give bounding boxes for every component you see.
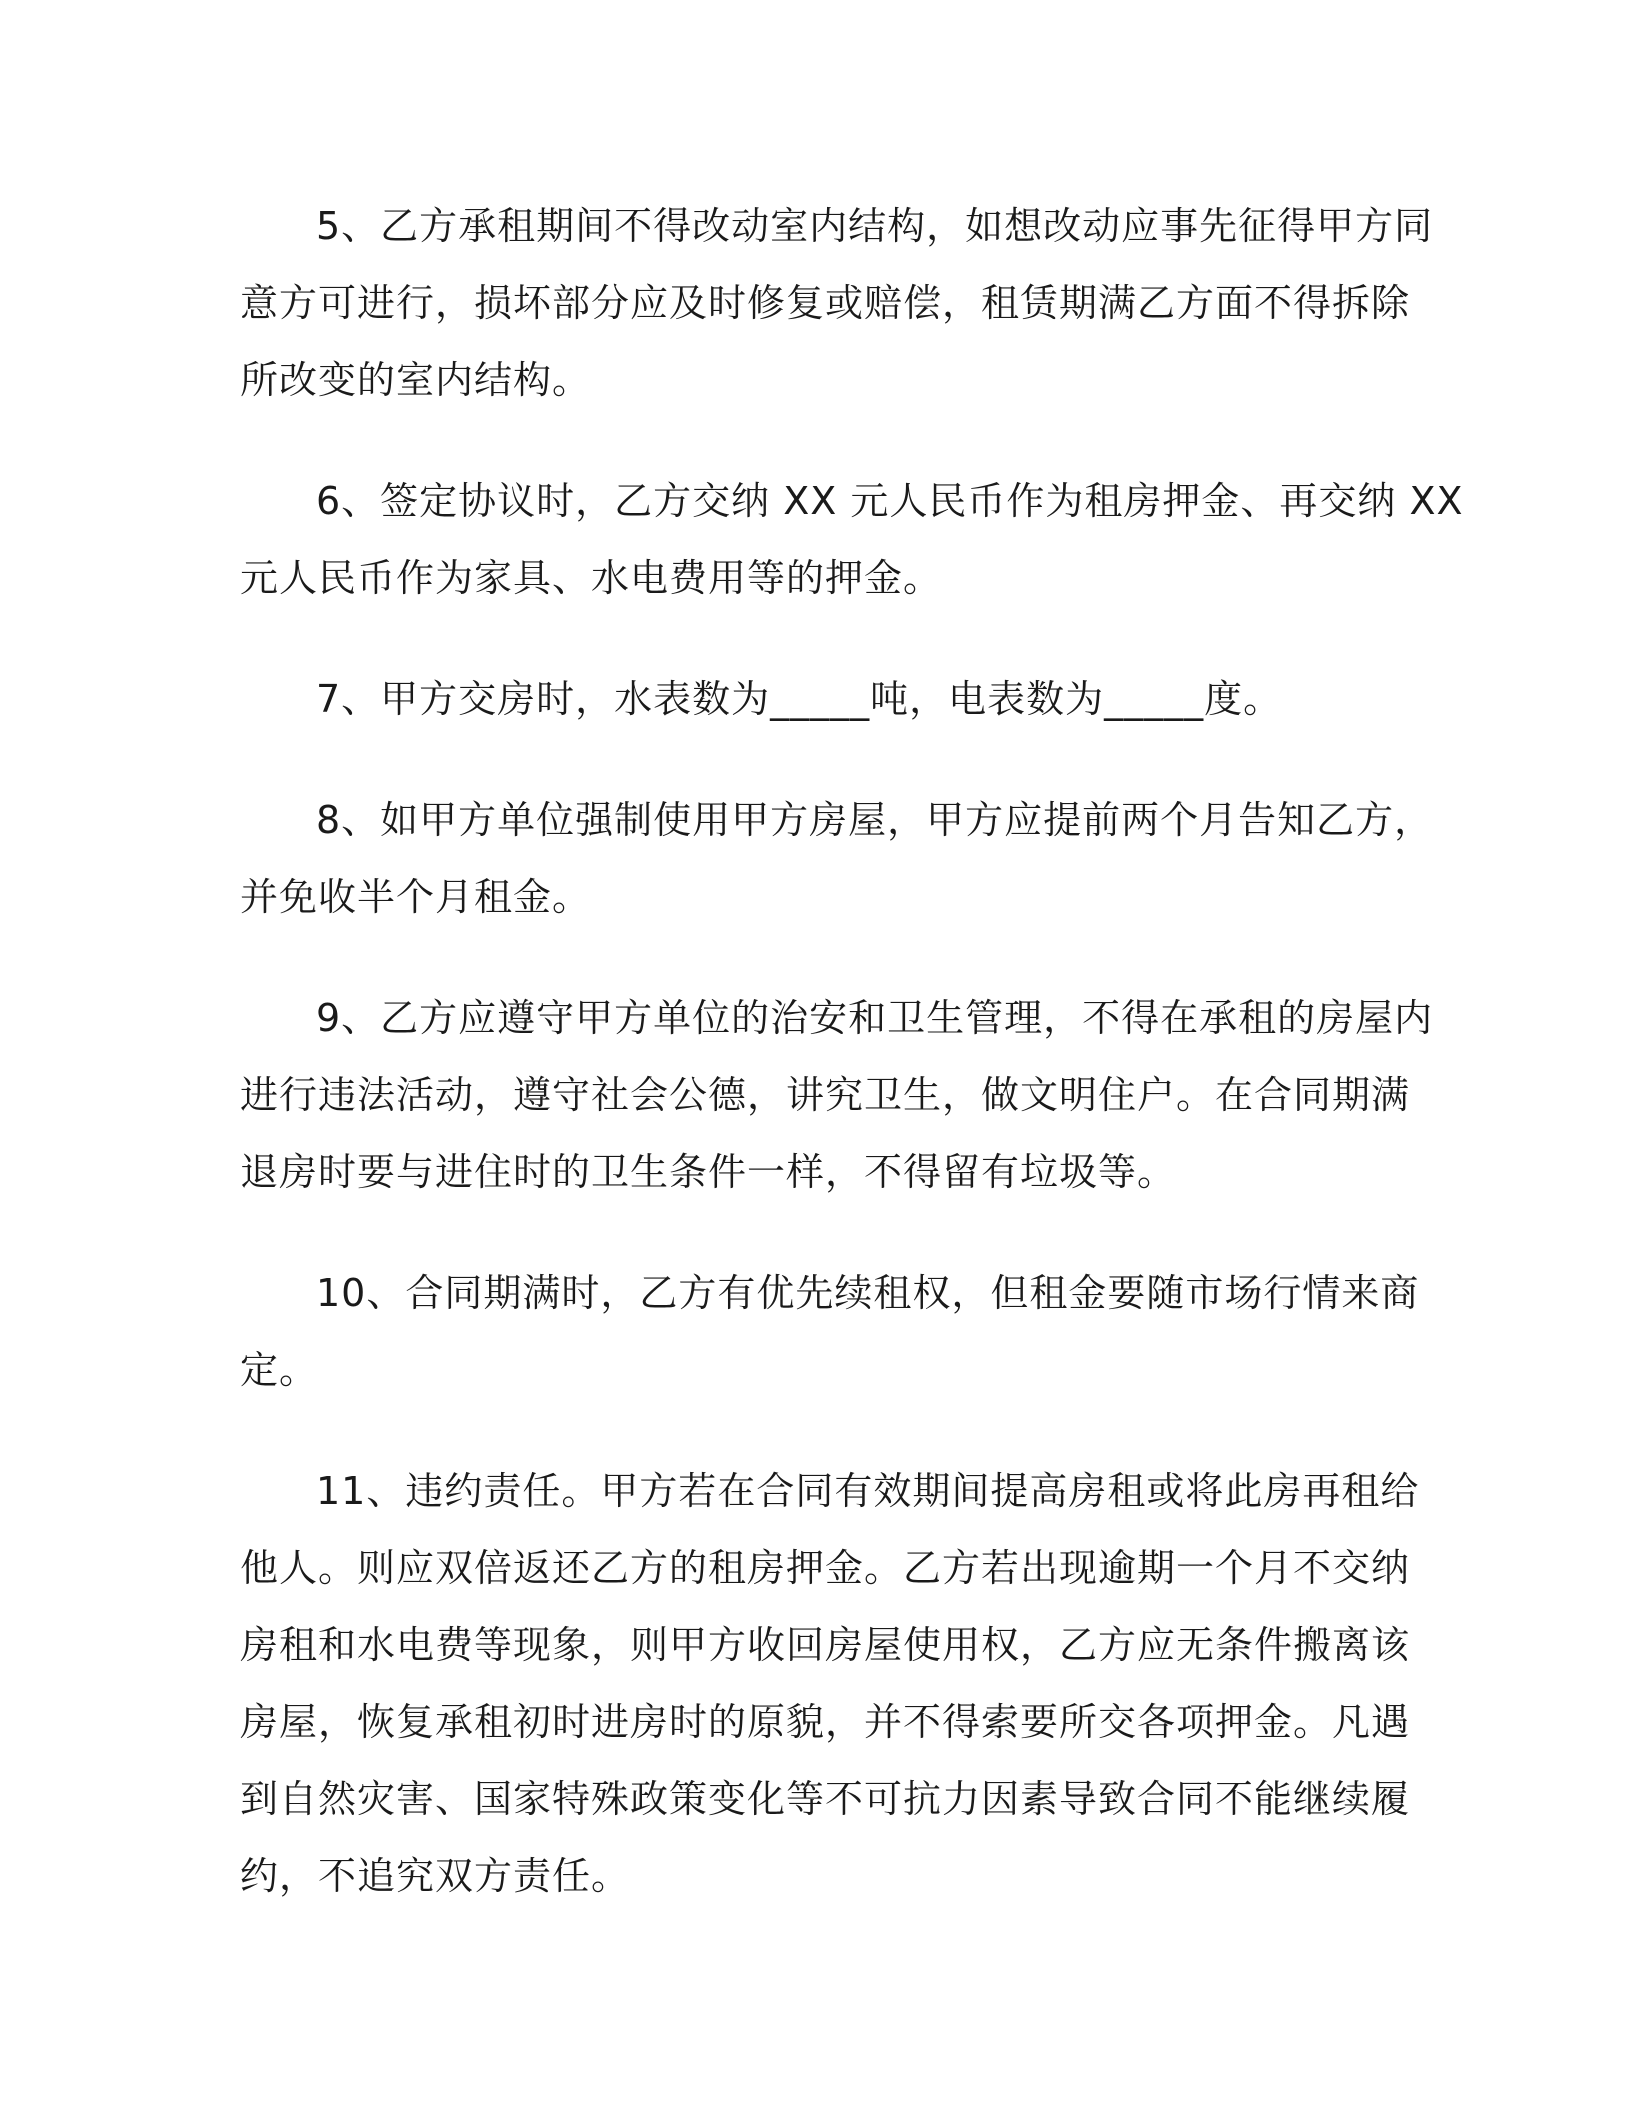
clause-7-paragraph bbox=[240, 661, 1380, 738]
clause-6-paragraph bbox=[240, 463, 1464, 617]
paragraph-line: 到自然灾害、国家特殊政策变化等不可抗力因素导致合同不能继续履 bbox=[240, 1777, 1411, 1821]
paragraph-line: 6、签定协议时，乙方交纳 XX 元人民币作为租房押金、再交纳 XX bbox=[316, 479, 1464, 523]
paragraph-line: 定。 bbox=[240, 1348, 319, 1392]
paragraph-line: 进行违法活动，遵守社会公德，讲究卫生，做文明住户。在合同期满 bbox=[240, 1073, 1411, 1117]
clause-10-paragraph bbox=[240, 1255, 1420, 1409]
paragraph-line: 退房时要与进住时的卫生条件一样，不得留有垃圾等。 bbox=[240, 1150, 1177, 1194]
paragraph-line: 约，不追究双方责任。 bbox=[240, 1854, 631, 1898]
paragraph-line: 他人。则应双倍返还乙方的租房押金。乙方若出现逾期一个月不交纳 bbox=[240, 1546, 1411, 1590]
paragraph-line: 7、甲方交房时，水表数为_____吨，电表数为_____度。 bbox=[316, 677, 1283, 721]
paragraph-line: 并免收半个月租金。 bbox=[240, 875, 592, 919]
paragraph-line: 房租和水电费等现象，则甲方收回房屋使用权，乙方应无条件搬离该 bbox=[240, 1623, 1411, 1667]
paragraph-line: 10、合同期满时，乙方有优先续租权，但租金要随市场行情来商 bbox=[316, 1271, 1420, 1315]
paragraph-line: 11、违约责任。甲方若在合同有效期间提高房租或将此房再租给 bbox=[316, 1469, 1420, 1513]
paragraph-line: 9、乙方应遵守甲方单位的治安和卫生管理，不得在承租的房屋内 bbox=[316, 996, 1434, 1040]
paragraph-line: 元人民币作为家具、水电费用等的押金。 bbox=[240, 556, 943, 600]
paragraph-line: 意方可进行，损坏部分应及时修复或赔偿，租赁期满乙方面不得拆除 bbox=[240, 281, 1411, 325]
paragraph-line: 8、如甲方单位强制使用甲方房屋，甲方应提前两个月告知乙方， bbox=[316, 798, 1434, 842]
paragraph-line: 5、乙方承租期间不得改动室内结构，如想改动应事先征得甲方同 bbox=[316, 204, 1434, 248]
clause-8-paragraph bbox=[240, 782, 1434, 936]
paragraph-line: 所改变的室内结构。 bbox=[240, 358, 592, 402]
clause-11-paragraph bbox=[240, 1453, 1420, 1915]
clause-5-paragraph bbox=[240, 188, 1434, 419]
clause-9-paragraph bbox=[240, 980, 1434, 1211]
document-body bbox=[240, 188, 1464, 1959]
paragraph-line: 房屋，恢复承租初时进房时的原貌，并不得索要所交各项押金。凡遇 bbox=[240, 1700, 1411, 1744]
